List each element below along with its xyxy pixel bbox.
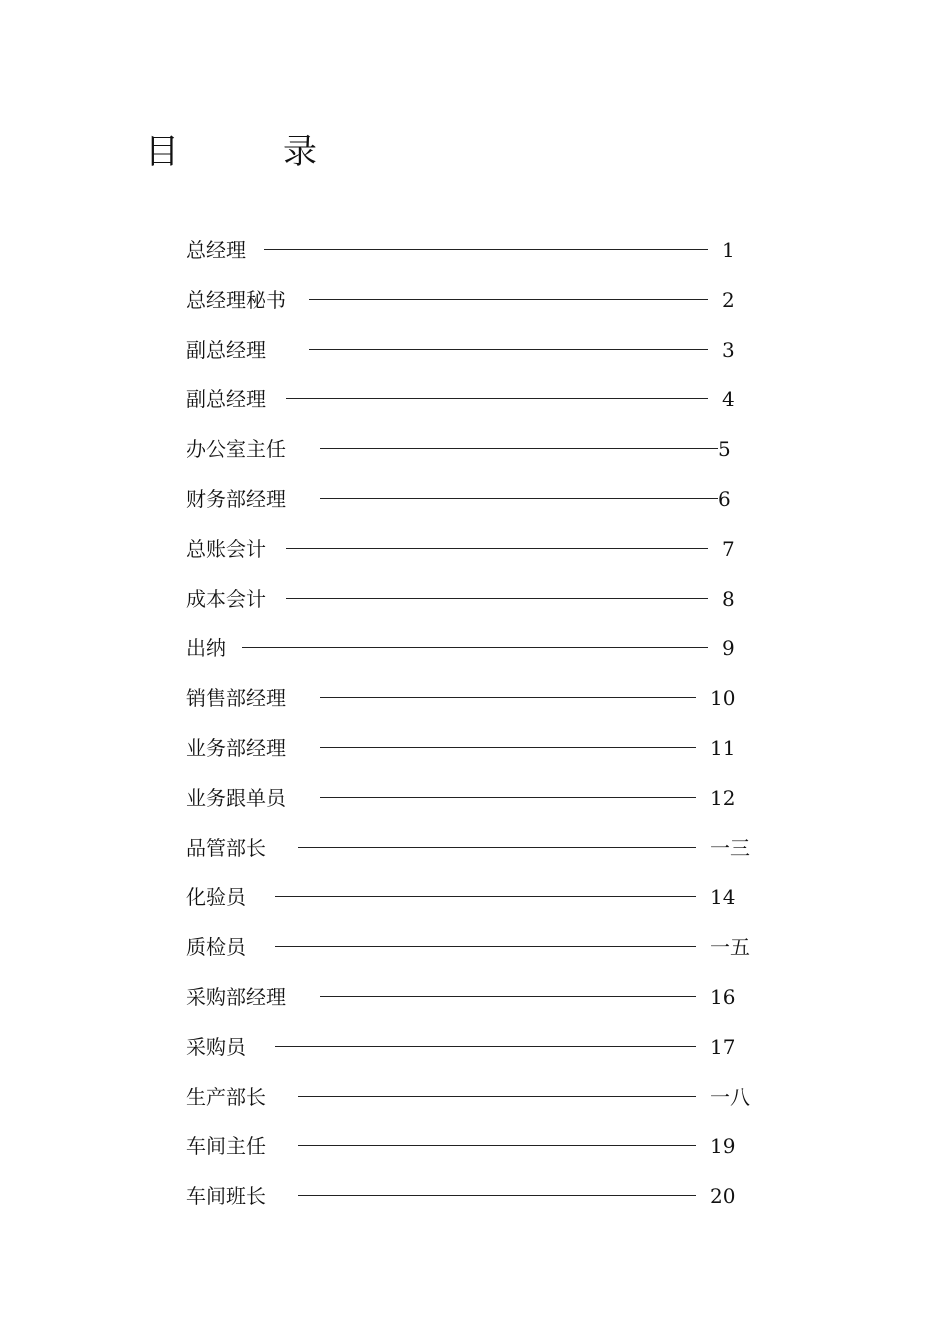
- toc-entry-page-number: 1: [722, 238, 735, 262]
- toc-leader-line: [264, 249, 708, 250]
- toc-entry-label: 车间班长: [186, 1184, 266, 1209]
- toc-leader-line: [309, 299, 708, 300]
- toc-leader-line: [286, 548, 708, 549]
- title-char-1: 目: [145, 132, 179, 172]
- toc-entry[interactable]: [186, 879, 766, 929]
- toc-entry-page-number: 6: [718, 486, 731, 511]
- toc-leader-line: [320, 697, 696, 698]
- toc-entry-label: 财务部经理: [186, 486, 286, 511]
- toc-entry-label: 总经理: [186, 238, 246, 262]
- toc-entry[interactable]: [186, 381, 766, 431]
- toc-entry[interactable]: [186, 332, 766, 382]
- toc-entry-label: 品管部长: [186, 835, 266, 860]
- toc-entry-label: 总账会计: [186, 536, 266, 561]
- toc-entry-label: 质检员: [186, 935, 246, 960]
- toc-entry[interactable]: [186, 531, 766, 581]
- toc-entry-page-number: 5: [718, 437, 731, 462]
- toc-entry[interactable]: [186, 232, 766, 282]
- toc-leader-line: [320, 797, 696, 798]
- toc-entry-label: 办公室主任: [186, 437, 286, 462]
- toc-entry[interactable]: [186, 481, 766, 531]
- toc-entry[interactable]: [186, 680, 766, 730]
- toc-leader-line: [286, 598, 708, 599]
- toc-entry-page-number: 一五: [710, 935, 750, 960]
- toc-entry[interactable]: [186, 431, 766, 481]
- toc-entry[interactable]: [186, 979, 766, 1029]
- toc-leader-line: [298, 1195, 696, 1196]
- toc-entry-page-number: 10: [710, 686, 736, 711]
- toc-entry-page-number: 4: [722, 387, 735, 412]
- toc-leader-line: [320, 448, 718, 449]
- toc-entry-label: 成本会计: [186, 586, 266, 611]
- toc-entry-label: 采购部经理: [186, 984, 286, 1009]
- toc-entry-page-number: 14: [710, 885, 736, 910]
- toc-entry[interactable]: [186, 282, 766, 332]
- toc-entry[interactable]: [186, 780, 766, 830]
- toc-entry-page-number: 一三: [710, 835, 750, 860]
- toc-entry-page-number: 11: [710, 735, 736, 760]
- toc-entry-label: 车间主任: [186, 1134, 266, 1159]
- toc-leader-line: [309, 349, 708, 350]
- toc-entry[interactable]: [186, 581, 766, 631]
- toc-leader-line: [242, 647, 708, 648]
- toc-entry-page-number: 12: [710, 785, 736, 810]
- toc-leader-line: [320, 498, 718, 499]
- toc-entry-label: 业务跟单员: [186, 785, 286, 810]
- toc-leader-line: [275, 896, 696, 897]
- toc-entry-page-number: 7: [722, 536, 735, 561]
- toc-entry-label: 出纳: [186, 636, 226, 661]
- toc-entry-label: 化验员: [186, 885, 246, 910]
- toc-entry[interactable]: [186, 1079, 766, 1129]
- toc-entry-label: 销售部经理: [186, 686, 286, 711]
- toc-entry-label: 总经理秘书: [186, 287, 286, 312]
- toc-entry-page-number: 19: [710, 1134, 736, 1159]
- toc-leader-line: [275, 946, 696, 947]
- toc-leader-line: [298, 847, 696, 848]
- toc-entry-page-number: 一八: [710, 1084, 750, 1109]
- toc-entry-label: 副总经理: [186, 387, 266, 412]
- toc-entry[interactable]: [186, 1178, 766, 1228]
- toc-entry-page-number: 9: [722, 636, 735, 661]
- toc-leader-line: [298, 1145, 696, 1146]
- toc-entry[interactable]: [186, 730, 766, 780]
- toc-leader-line: [298, 1096, 696, 1097]
- toc-entry-page-number: 17: [710, 1034, 736, 1059]
- toc-entry[interactable]: [186, 1128, 766, 1178]
- toc-entry[interactable]: [186, 1029, 766, 1079]
- table-of-contents: [186, 232, 766, 1228]
- toc-entry-label: 副总经理: [186, 337, 266, 362]
- toc-entry-page-number: 16: [710, 984, 736, 1009]
- toc-entry-label: 业务部经理: [186, 735, 286, 760]
- toc-entry[interactable]: [186, 929, 766, 979]
- toc-leader-line: [320, 747, 696, 748]
- toc-entry[interactable]: [186, 630, 766, 680]
- toc-entry-page-number: 3: [722, 337, 735, 362]
- toc-entry-label: 生产部长: [186, 1084, 266, 1109]
- toc-leader-line: [286, 398, 708, 399]
- toc-entry-page-number: 2: [722, 287, 735, 312]
- toc-entry-label: 采购员: [186, 1034, 246, 1059]
- toc-entry-page-number: 20: [710, 1184, 736, 1209]
- toc-entry-page-number: 8: [722, 586, 735, 611]
- toc-leader-line: [320, 996, 696, 997]
- toc-entry[interactable]: [186, 830, 766, 880]
- toc-leader-line: [275, 1046, 696, 1047]
- title-char-2: 录: [283, 132, 317, 172]
